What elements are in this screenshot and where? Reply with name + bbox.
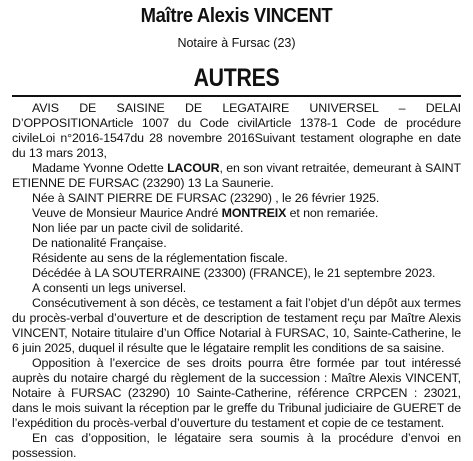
notice-paragraph-widow [12, 206, 461, 221]
section-title: AUTRES [193, 64, 280, 92]
notice-paragraph-pacs: Non liée par un pacte civil de solidarité. [32, 221, 244, 235]
notice-paragraph-nationality: De nationalité Française. [32, 236, 167, 250]
notice-paragraph-possession: En cas d’opposition, le légataire sera soumis à la procédure d’envoi en possession. [12, 431, 461, 460]
notice-paragraph-birth: Née à SAINT PIERRE DE FURSAC (23290) , le 26 février 1925. [32, 191, 380, 205]
widow-suffix-text: et non remariée. [286, 206, 379, 220]
notice-paragraph-death: Décédée à LA SOUTERRAINE (23300) (FRANCE), le 21 septembre 2023. [32, 266, 436, 280]
notice-body [12, 101, 461, 461]
notary-location: Notaire à Fursac (23) [177, 36, 296, 50]
spouse-name-text: Veuve de Monsieur Maurice André [32, 206, 222, 220]
notice-paragraph-opposition: Opposition à l’exercice de ses droits pourra être formée par tout intéressé auprès du notaire chargé du règlement de la succession : Maître Alexis VINCENT, Notaire à FURSAC (23290) 10 Sainte-Catherine, référence CRPCEN : 23021, dans le mois suivant la réception par le greffe du Tribunal judiciaire de GUERET de l’expédition du procès-verbal d’ouverture du testament et copie de ce testament. [12, 356, 461, 430]
notary-name: Maître Alexis VINCENT [140, 4, 333, 27]
notice-paragraph-title: AVIS DE SAISINE DE LEGATAIRE UNIVERSEL – DELAI D’OPPOSITIONArticle 1007 du Code civilArticle 1378-1 Code de procédure civileLoi n°2016-1547du 28 novembre 2016Suivant testament olographe en date du 13 mars 2013, [12, 101, 461, 160]
notice-paragraph-deposit: Consécutivement à son décès, ce testament a fait l’objet d’un dépôt aux termes du procès-verbal d’ouverture et de description de testament reçu par Maître Alexis VINCENT, Notaire titulaire d’un Office Notarial à FURSAC, 10, Sainte-Catherine, le 6 juin 2025, duquel il résulte que le légataire remplit les conditions de sa saisine. [12, 296, 461, 355]
heading-divider [12, 95, 461, 97]
notice-paragraph-legacy: A consenti un legs universel. [32, 281, 187, 295]
notice-paragraph-deceased [12, 161, 461, 191]
deceased-address-text: , en son vivant retraitée, demeurant à SAINT ETIENNE DE FURSAC (23290) 13 La Saunerie. [12, 161, 461, 190]
legal-notice [12, 0, 461, 461]
notice-paragraph-residence: Résidente au sens de la réglementation fiscale. [32, 251, 288, 265]
deceased-name-text: Madame Yvonne Odette [32, 161, 168, 175]
spouse-surname: MONTREIX [221, 206, 287, 220]
deceased-surname: LACOUR [167, 161, 220, 175]
